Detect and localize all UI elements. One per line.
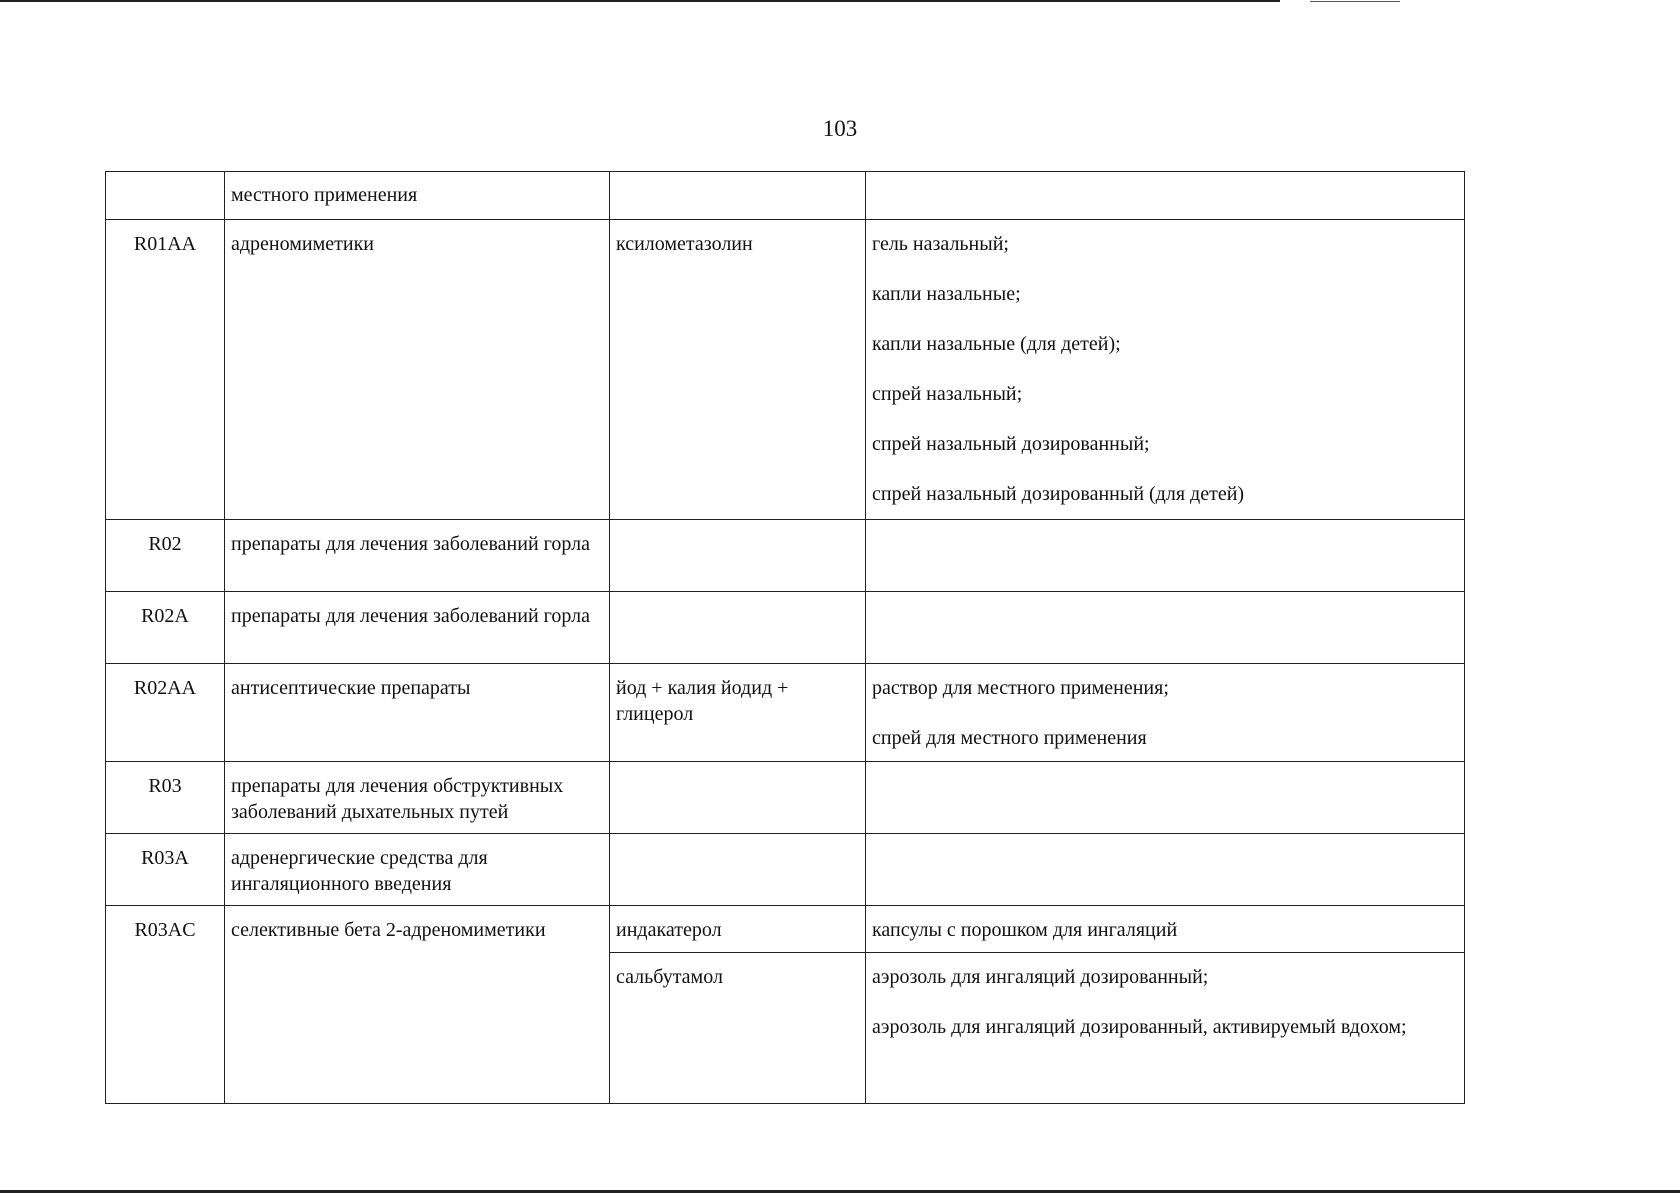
dosage-form: капсулы с порошком для ингаляций bbox=[872, 919, 1178, 941]
drug-name-cell bbox=[610, 172, 866, 220]
dosage-form: спрей для местного применения bbox=[872, 727, 1147, 749]
group-name-cell: антисептические препараты bbox=[225, 664, 610, 762]
scan-edge-top bbox=[0, 0, 1280, 2]
dosage-form: гель назальный; bbox=[872, 233, 1009, 255]
atc-code-cell: R02AA bbox=[106, 664, 225, 762]
atc-code-cell: R03 bbox=[106, 762, 225, 834]
atc-code-cell bbox=[106, 172, 225, 220]
dosage-forms-cell bbox=[866, 220, 1465, 520]
group-name-cell: адреномиметики bbox=[225, 220, 610, 520]
atc-code-cell: R02A bbox=[106, 592, 225, 664]
dosage-forms-cell bbox=[866, 172, 1465, 220]
drug-name-cell: ксилометазолин bbox=[610, 220, 866, 520]
dosage-forms-cell bbox=[866, 592, 1465, 664]
drug-name-cell bbox=[610, 762, 866, 834]
table-row bbox=[106, 520, 1465, 592]
dosage-forms-cell bbox=[866, 664, 1465, 762]
drug-name-cell: индакатерол bbox=[610, 906, 866, 953]
group-name-cell: препараты для лечения заболеваний горла bbox=[225, 520, 610, 592]
table-row bbox=[106, 834, 1465, 906]
atc-code-cell: R03AC bbox=[106, 906, 225, 1104]
atc-code-cell: R01AA bbox=[106, 220, 225, 520]
scan-edge-bottom bbox=[0, 1190, 1680, 1193]
dosage-form: аэрозоль для ингаляций дозированный, активируемый вдохом; bbox=[872, 1016, 1407, 1038]
dosage-form: капли назальные (для детей); bbox=[872, 333, 1121, 355]
table-row bbox=[106, 664, 1465, 762]
group-name-cell: препараты для лечения обструктивных заболеваний дыхательных путей bbox=[225, 762, 610, 834]
group-name-cell: препараты для лечения заболеваний горла bbox=[225, 592, 610, 664]
dosage-form: капли назальные; bbox=[872, 283, 1021, 305]
atc-code-cell: R03A bbox=[106, 834, 225, 906]
dosage-forms-cell bbox=[866, 762, 1465, 834]
dosage-form: спрей назальный дозированный (для детей) bbox=[872, 483, 1245, 505]
dosage-forms-cell bbox=[866, 520, 1465, 592]
dosage-forms-cell bbox=[866, 953, 1465, 1104]
table-row bbox=[106, 906, 1465, 953]
drug-name-cell: сальбутамол bbox=[610, 953, 866, 1104]
drug-classification-table bbox=[105, 171, 1465, 1104]
group-name-cell: местного применения bbox=[225, 172, 610, 220]
drug-name-cell bbox=[610, 834, 866, 906]
group-name-cell: селективные бета 2-адреномиметики bbox=[225, 906, 610, 1104]
drug-name-cell bbox=[610, 520, 866, 592]
scan-edge-top-right bbox=[1310, 1, 1400, 2]
page-number: 103 bbox=[822, 116, 858, 141]
dosage-form: спрей назальный; bbox=[872, 383, 1023, 405]
atc-code-cell: R02 bbox=[106, 520, 225, 592]
dosage-forms-cell bbox=[866, 906, 1465, 953]
dosage-form: спрей назальный дозированный; bbox=[872, 433, 1150, 455]
table-row bbox=[106, 592, 1465, 664]
dosage-form: аэрозоль для ингаляций дозированный; bbox=[872, 966, 1209, 988]
table-row bbox=[106, 762, 1465, 834]
dosage-form: раствор для местного применения; bbox=[872, 677, 1169, 699]
dosage-forms-cell bbox=[866, 834, 1465, 906]
table-row bbox=[106, 220, 1465, 520]
group-name-cell: адренергические средства для ингаляционного введения bbox=[225, 834, 610, 906]
drug-name-cell bbox=[610, 592, 866, 664]
drug-name-cell: йод + калия йодид + глицерол bbox=[610, 664, 866, 762]
table-row bbox=[106, 172, 1465, 220]
